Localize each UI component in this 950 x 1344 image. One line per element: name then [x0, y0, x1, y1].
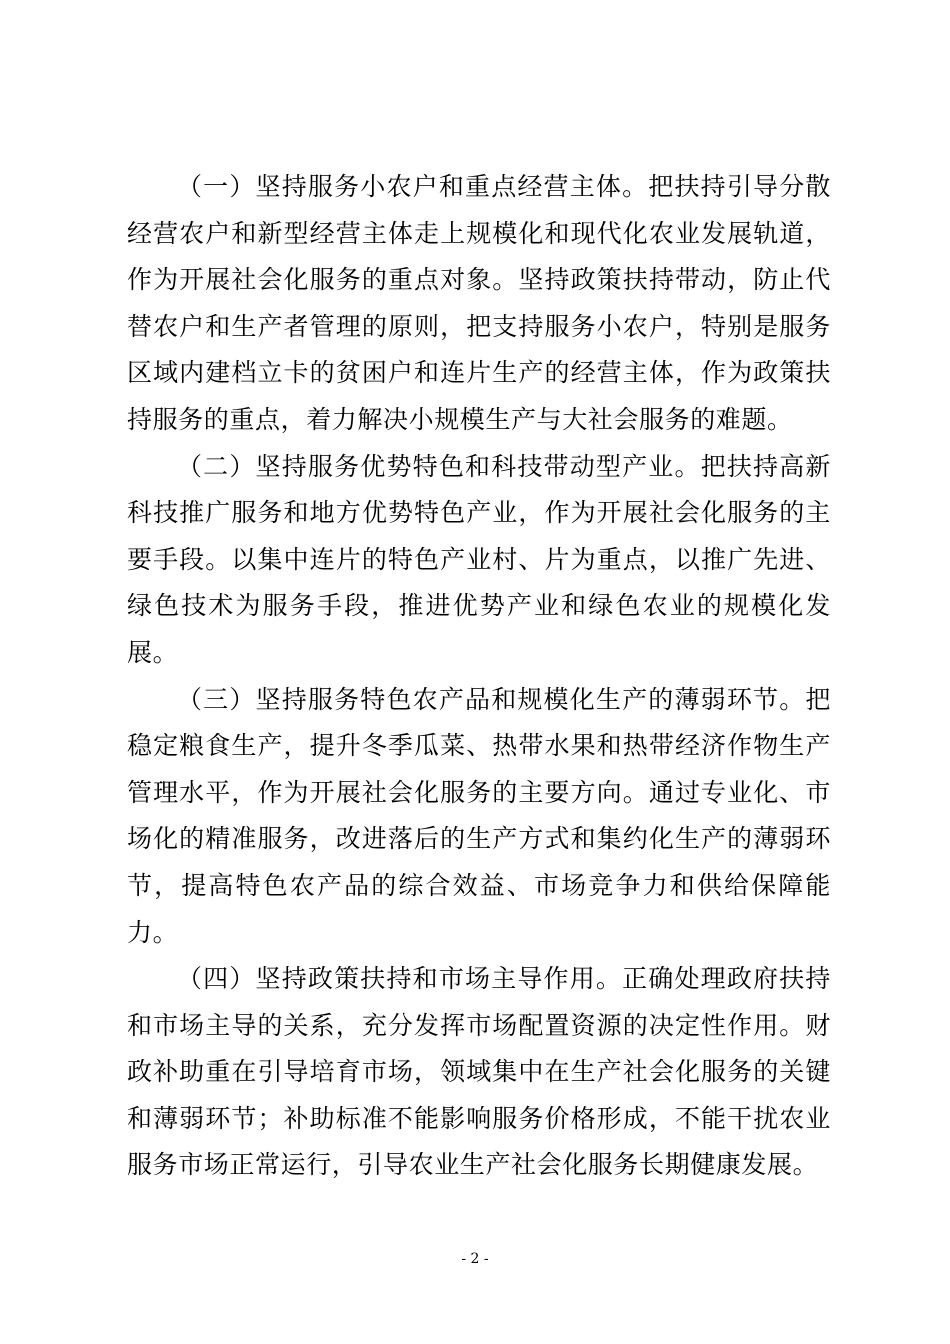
paragraph-3: （三）坚持服务特色农产品和规模化生产的薄弱环节。把稳定粮食生产，提升冬季瓜菜、热带水果和热带经济作物生产管理水平，作为开展社会化服务的主要方向。通过专业化、市场化的精准服务，改进落后的生产方式和集约化生产的薄弱环节，提高特色农产品的综合效益、市场竞争力和供给保障能力。: [127, 684, 831, 947]
paragraph-4: （四）坚持政策扶持和市场主导作用。正确处理政府扶持和市场主导的关系，充分发挥市场配置资源的决定性作用。财政补助重在引导培育市场，领域集中在生产社会化服务的关键和薄弱环节；补助标准不能影响服务价格形成，不能干扰农业服务市场正常运行，引导农业生产社会化服务长期健康发展。: [127, 964, 831, 1180]
document-body: [127, 164, 831, 1189]
paragraph-1: （一）坚持服务小农户和重点经营主体。把扶持引导分散经营农户和新型经营主体走上规模化和现代化农业发展轨道，作为开展社会化服务的重点对象。坚持政策扶持带动，防止代替农户和生产者管理的原则，把支持服务小农户，特别是服务区域内建档立卡的贫困户和连片生产的经营主体，作为政策扶持服务的重点，着力解决小规模生产与大社会服务的难题。: [127, 172, 831, 434]
paragraph-2: （二）坚持服务优势特色和科技带动型产业。把扶持高新科技推广服务和地方优势特色产业，作为开展社会化服务的主要手段。以集中连片的特色产业村、片为重点，以推广先进、绿色技术为服务手段，推进优势产业和绿色农业的规模化发展。: [127, 451, 831, 667]
page-number: - 2 -: [461, 1251, 489, 1267]
